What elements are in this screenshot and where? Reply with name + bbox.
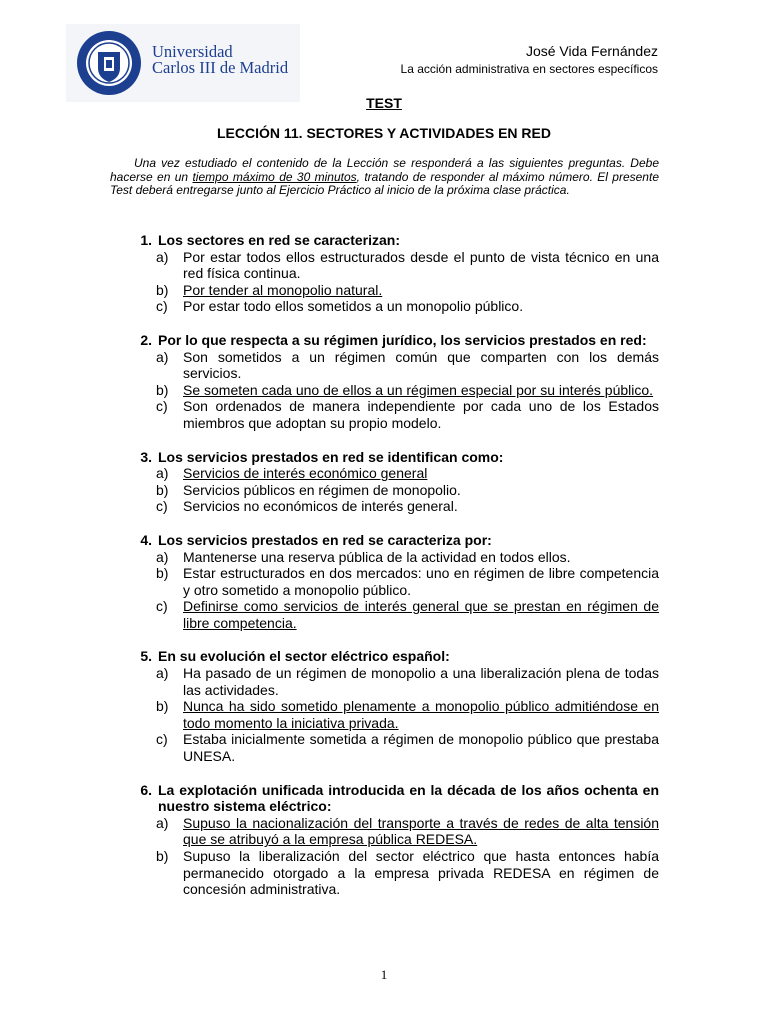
answer-option <box>156 465 659 482</box>
answer-option-text: Por estar todo ellos sometidos a un monopolio público. <box>183 298 524 315</box>
answer-option-text: Supuso la nacionalización del transporte a través de redes de alta tensión que se atribuyó a la empresa pública REDESA. <box>183 814 659 848</box>
answer-option <box>156 565 659 598</box>
answer-option <box>156 482 659 499</box>
answer-option-text: Se someten cada uno de ellos a un régimen especial por su interés público. <box>183 381 654 398</box>
answer-option-text: Servicios públicos en régimen de monopolio. <box>183 481 461 498</box>
answer-option-letter: c) <box>156 498 168 515</box>
intro-text-after: , tratando de responder al máximo número. El presente Test deberá entregarse junto al Ejercicio Práctico al inicio de la próxima clase práctica. <box>110 169 659 197</box>
intro-paragraph <box>110 157 659 198</box>
answer-option-letter: a) <box>156 465 169 482</box>
answer-option-text: Nunca ha sido sometido plenamente a monopolio público admitiéndose en todo momento la iniciativa privada. <box>183 698 659 731</box>
answer-option-letter: b) <box>156 381 169 398</box>
question-heading <box>110 532 659 549</box>
answer-option-letter: a) <box>156 814 169 831</box>
intro-text-before: Una vez estudiado el contenido de la Lección se responderá a las siguientes preguntas. Debe hacerse en un <box>110 156 659 184</box>
question-number: 4. <box>140 531 152 548</box>
answer-option-letter: c) <box>156 731 168 748</box>
answer-option-text: Son sometidos a un régimen común que comparten con los demás servicios. <box>183 348 659 382</box>
question-heading <box>110 648 659 665</box>
answer-option <box>156 665 659 698</box>
answer-option <box>156 249 659 282</box>
header-author: José Vida Fernández <box>525 43 658 59</box>
answer-option-text: Son ordenados de manera independiente por cada uno de los Estados miembros que adoptan su propio modelo. <box>183 398 659 431</box>
page-number: 1 <box>380 967 388 982</box>
answer-option-letter: b) <box>156 481 169 498</box>
answer-option <box>156 698 659 731</box>
question-item <box>110 332 659 432</box>
question-item <box>110 648 659 764</box>
question-heading <box>110 449 659 466</box>
question-heading <box>110 232 659 249</box>
question-text: Los servicios prestados en red se identifican como: <box>158 448 504 465</box>
answer-option-text: Servicios de interés económico general <box>183 465 428 482</box>
answer-option-letter: a) <box>156 665 169 682</box>
answer-option-letter: a) <box>156 348 169 365</box>
university-logo <box>66 24 300 102</box>
question-item <box>110 232 659 315</box>
answer-option <box>156 398 659 431</box>
answer-option <box>156 598 659 631</box>
answer-option-text: Estar estructurados en dos mercados: uno en régimen de libre competencia y otro sometido a monopolio público. <box>183 565 659 598</box>
question-text: Los servicios prestados en red se caracteriza por: <box>158 531 492 548</box>
answer-option-text: Por tender al monopolio natural. <box>183 281 383 298</box>
answer-option-text: Mantenerse una reserva pública de la actividad en todos ellos. <box>183 548 571 565</box>
question-number: 6. <box>140 781 152 798</box>
intro-time-limit: tiempo máximo de 30 minutos <box>192 169 357 184</box>
answer-option <box>156 349 659 382</box>
lesson-title: LECCIÓN 11. SECTORES Y ACTIVIDADES EN RED <box>216 125 551 141</box>
answer-option <box>156 848 659 898</box>
answer-option-letter: c) <box>156 298 168 315</box>
question-number: 2. <box>140 331 152 348</box>
answer-option-letter: b) <box>156 565 169 582</box>
answer-option-letter: c) <box>156 598 168 615</box>
answer-option-letter: a) <box>156 548 169 565</box>
answer-option-text: Supuso la liberalización del sector eléctrico que hasta entonces había permanecido otorgado a la empresa privada REDESA en régimen de concesión administrativa. <box>183 848 659 898</box>
answer-option <box>156 549 659 566</box>
university-seal-icon <box>76 30 142 96</box>
university-name <box>152 44 288 76</box>
answer-option-letter: c) <box>156 398 168 415</box>
question-list <box>110 232 659 915</box>
answer-option-letter: b) <box>156 698 169 715</box>
answer-option <box>156 282 659 299</box>
answer-option-text: Definirse como servicios de interés general que se prestan en régimen de libre competencia. <box>183 598 659 631</box>
answer-option <box>156 498 659 515</box>
answer-option <box>156 731 659 764</box>
question-number: 3. <box>140 448 152 465</box>
answer-option-letter: a) <box>156 248 169 265</box>
question-item <box>110 532 659 632</box>
answer-option-letter: b) <box>156 281 169 298</box>
answer-option-text: Por estar todos ellos estructurados desde el punto de vista técnico en una red física continua. <box>183 248 659 282</box>
question-text: En su evolución el sector eléctrico español: <box>158 648 450 665</box>
question-text: Los sectores en red se caracterizan: <box>158 232 401 248</box>
question-item <box>110 449 659 515</box>
question-text: La explotación unificada introducida en la década de los años ochenta en nuestro sistema eléctrico: <box>158 781 659 815</box>
answer-option-text: Ha pasado de un régimen de monopolio a una liberalización plena de todas las actividades. <box>183 665 659 698</box>
question-number: 5. <box>140 648 152 665</box>
question-item <box>110 782 659 898</box>
answer-option-letter: b) <box>156 848 169 864</box>
answer-option <box>156 298 659 315</box>
question-number: 1. <box>140 232 152 248</box>
answer-option <box>156 382 659 399</box>
question-heading <box>110 332 659 349</box>
question-text: Por lo que respecta a su régimen jurídico, los servicios prestados en red: <box>158 331 647 348</box>
university-name-line2: Carlos III de Madrid <box>152 58 289 77</box>
question-heading <box>110 782 659 815</box>
university-name-line1: Universidad <box>152 42 233 61</box>
header-subtitle: La acción administrativa en sectores específicos <box>400 62 658 76</box>
test-title: TEST <box>366 95 402 111</box>
answer-option <box>156 815 659 848</box>
answer-option-text: Servicios no económicos de interés general. <box>183 498 458 515</box>
answer-option-text: Estaba inicialmente sometida a régimen de monopolio público que prestaba UNESA. <box>183 731 659 765</box>
